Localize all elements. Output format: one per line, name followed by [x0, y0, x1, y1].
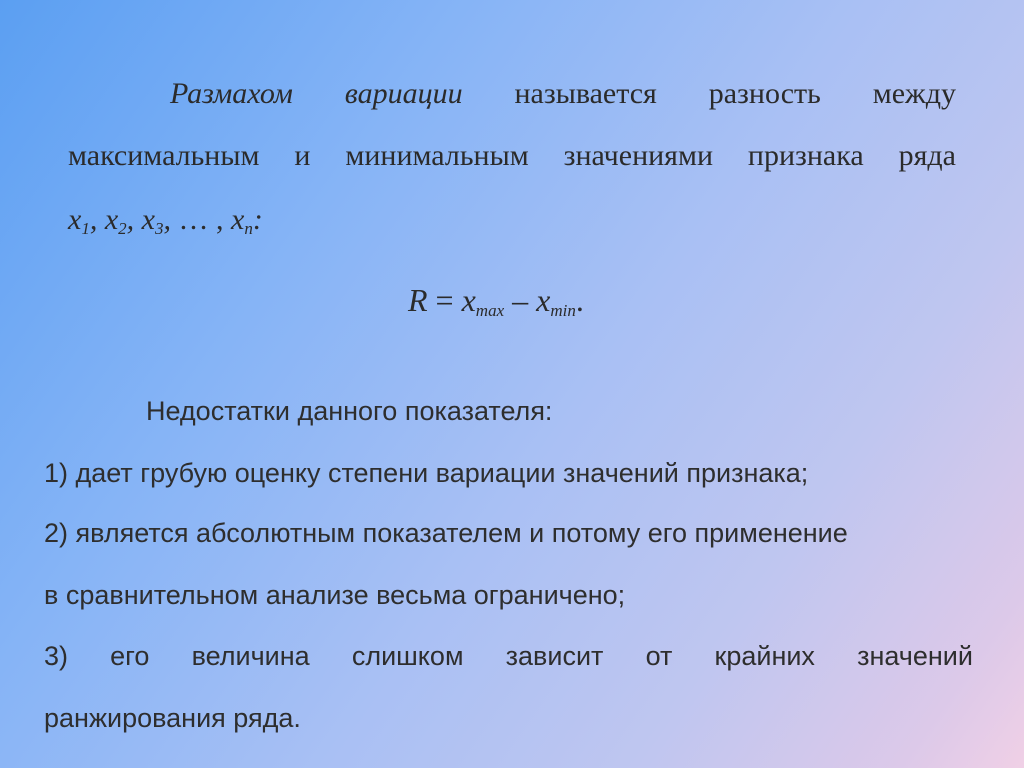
word: величина — [191, 641, 310, 671]
term-variatsii: вариации — [344, 77, 463, 110]
formula-sub-max: max — [475, 301, 505, 320]
formula-minus: – — [504, 282, 537, 318]
word: значений — [857, 641, 973, 671]
drawbacks-heading: Недостатки данного показателя: — [146, 396, 553, 426]
word: слишком — [351, 641, 464, 671]
word: крайних — [714, 641, 815, 671]
drawback-item-2-line-2: в сравнительном анализе весьма ограничено; — [44, 580, 626, 610]
formula-sub-min: min — [550, 301, 576, 320]
word: называется — [514, 77, 657, 110]
word: и — [294, 139, 311, 172]
formula-lhs: R — [408, 282, 428, 318]
range-formula: $R = x_{max} - x_{min}$. — [408, 282, 584, 320]
drawback-item-3-line-1 — [44, 638, 973, 674]
word: признака — [747, 139, 864, 172]
series-notation: $x_1$, $x_2$, $x_3$, … , $x_n$: — [68, 203, 263, 238]
term-razmakhom: Размахом — [170, 77, 293, 110]
word: значениями — [563, 139, 714, 172]
drawback-item-2-line-1: 2) является абсолютным показателем и потому его применение — [44, 518, 848, 548]
drawback-item-3-line-2: ранжирования ряда. — [44, 703, 301, 733]
word: от — [645, 641, 673, 671]
word: разность — [708, 77, 821, 110]
word: минимальным — [345, 139, 529, 172]
drawback-item-1: 1) дает грубую оценку степени вариации значений признака; — [44, 458, 809, 488]
formula-equals: = — [427, 282, 462, 318]
word: между — [872, 77, 956, 110]
word: 3) — [44, 641, 69, 671]
word: зависит — [505, 641, 604, 671]
definition-line-1 — [170, 76, 956, 112]
word: ряда — [898, 139, 956, 172]
word: максимальным — [68, 139, 260, 172]
word: его — [110, 641, 150, 671]
definition-line-2 — [68, 138, 956, 174]
